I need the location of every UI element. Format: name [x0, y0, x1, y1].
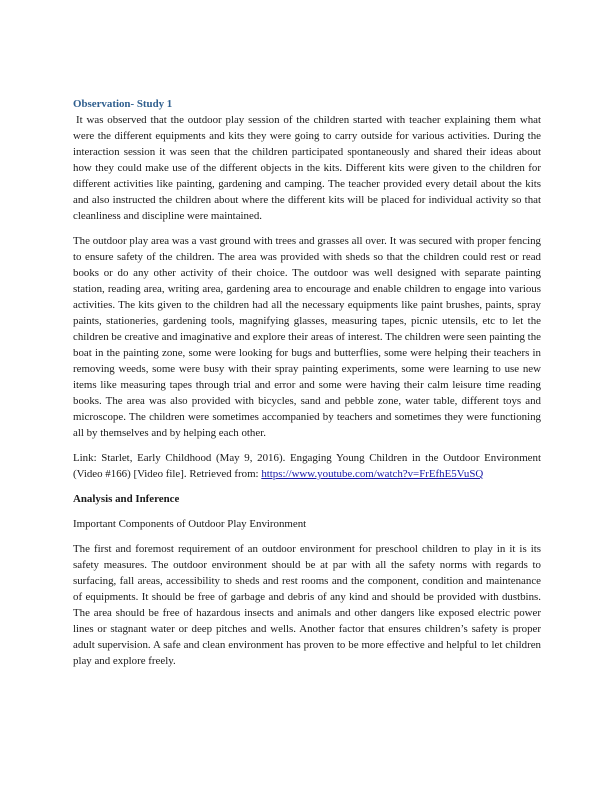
citation-paragraph [73, 450, 541, 482]
document-page [73, 96, 541, 669]
video-link[interactable]: https://www.youtube.com/watch?v=FrEfhE5VuSQ [261, 468, 484, 480]
citation-text: Link: Starlet, Early Childhood (May 9, 2016). Engaging Young Children in the Outdoor Environment (Video #166) [Video file]. Retrieved from: [73, 452, 541, 480]
safety-paragraph: The first and foremost requirement of an outdoor environment for preschool children to play in it is its safety measures. The outdoor environment should be at par with all the safety norms with regards to surfacing, fall areas, accessibility to sheds and rest rooms and the component, condition and maintenance of equipments. It should be free of garbage and debris of any kind and should be provided with dustbins. The area should be free of hazardous insects and animals and other dangers like exposed electric power lines or stagnant water or deep pitches and wells. Another factor that ensures children’s safety is proper adult supervision. A safe and clean environment has proven to be more effective and helpful to let children play and explore freely. [73, 543, 541, 667]
analysis-heading: Analysis and Inference [73, 493, 180, 505]
section-title: Observation- Study 1 [73, 98, 173, 110]
components-subheading: Important Components of Outdoor Play Environment [73, 518, 307, 530]
observation-paragraph-1: It was observed that the outdoor play session of the children started with teacher explaining them what were the different equipments and kits they were going to carry outside for various activities. During the interaction session it was seen that the children participated spontaneously and shared their ideas about how they could make use of the different objects in the kits. Different kits were given to the children for different activities like painting, gardening and camping. The teacher provided every detail about the kits and also instructed the children about where the different kits will be placed for individual activity so that cleanliness and discipline were maintained. [73, 114, 541, 222]
observation-paragraph-2: The outdoor play area was a vast ground with trees and grasses all over. It was secured with proper fencing to ensure safety of the children. The area was provided with sheds so that the children could rest or read books or do any other activity of their choice. The outdoor was well designed with separate painting station, reading area, writing area, gardening area to encourage and enable children to engage into various activities. The kits given to the children had all the necessary equipments like paint brushes, paints, spray paints, stationeries, gardening tools, magnifying glasses, measuring tapes, picnic utensils, etc to let the children be creative and imaginative and explore their areas of interest. The children were seen painting the boat in the painting zone, some were looking for bugs and butterflies, some were helping their teachers in removing weeds, some were busy with their spray painting experiments, some were learning to use new items like measuring tapes through trial and error and some were having their calm leisure time reading books. The area was also provided with bicycles, sand and pebble zone, water table, different toys and microscope. The children were sometimes accompanied by teachers and sometimes they were functioning all by themselves and by helping each other. [73, 235, 541, 439]
